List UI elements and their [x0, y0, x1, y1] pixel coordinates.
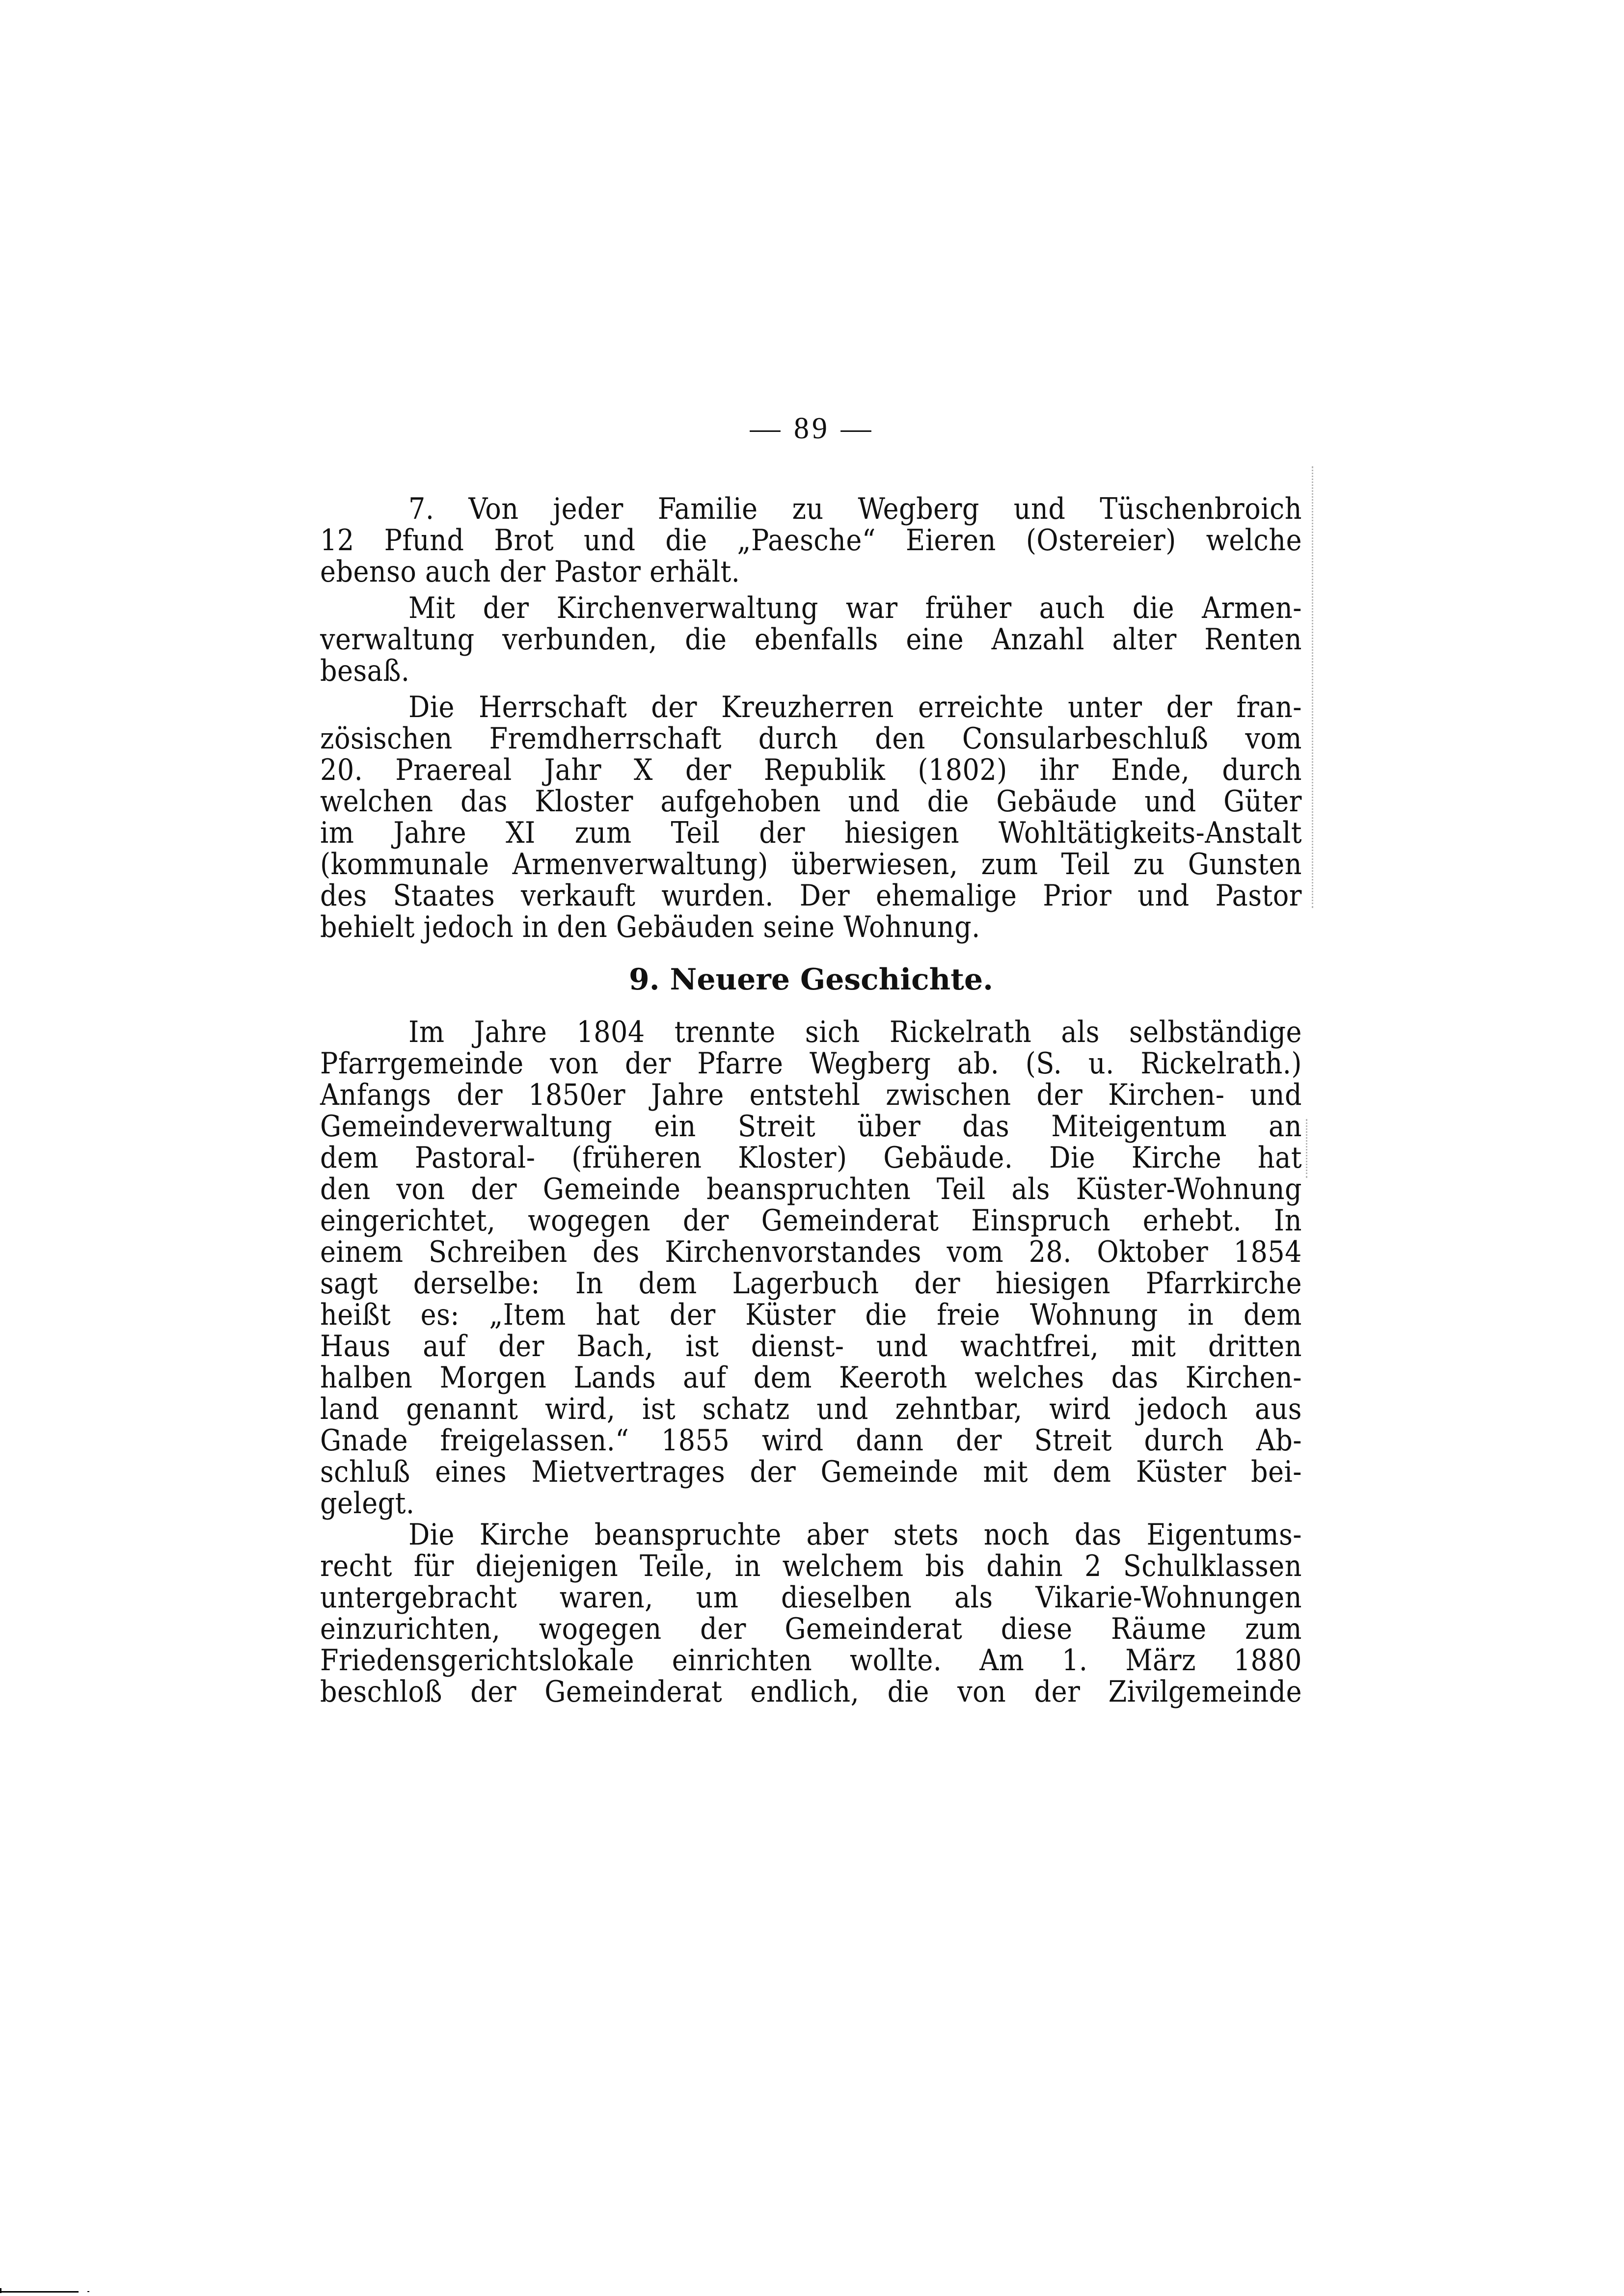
- text-line: Haus auf der Bach, ist dienst- und wachtfrei, mit dritten: [320, 1329, 1302, 1363]
- text-line: zösischen Fremdherrschaft durch den Consularbeschluß vom: [320, 721, 1302, 756]
- page-number: — 89 —: [750, 412, 874, 445]
- body-text: [320, 493, 1302, 1708]
- text-line: gelegt.: [320, 1486, 415, 1521]
- paragraph-armenverwaltung: [320, 592, 1302, 687]
- text-line: 12 Pfund Brot und die „Paesche“ Eieren (Ostereier) welche: [320, 523, 1302, 558]
- paragraph-kreuzherren: [320, 692, 1302, 943]
- text-line: Die Kirche beanspruchte aber stets noch das Eigentums-: [408, 1518, 1302, 1552]
- text-line: 20. Praereal Jahr X der Republik (1802) ihr Ende, durch: [320, 753, 1302, 787]
- text-line: Im Jahre 1804 trennte sich Rickelrath als selbständige: [408, 1015, 1302, 1049]
- paragraph-eggs-bread: [320, 493, 1302, 587]
- text-line: Friedensgerichtslokale einrichten wollte. Am 1. März 1880: [320, 1643, 1302, 1678]
- scan-corner-mark: [87, 2291, 89, 2292]
- text-line: im Jahre XI zum Teil der hiesigen Wohltätigkeits-Anstalt: [320, 816, 1302, 850]
- text-line: heißt es: „Item hat der Küster die freie Wohnung in dem: [320, 1298, 1302, 1332]
- section-heading: 9. Neuere Geschichte.: [628, 962, 994, 997]
- text-line: den von der Gemeinde beanspruchten Teil als Küster-Wohnung: [320, 1172, 1302, 1206]
- text-line: halben Morgen Lands auf dem Keeroth welches das Kirchen-: [320, 1361, 1302, 1395]
- text-line: behielt jedoch in den Gebäuden seine Wohnung.: [320, 910, 980, 944]
- text-line: beschloß der Gemeinderat endlich, die von der Zivilgemeinde: [320, 1675, 1302, 1709]
- text-line: Pfarrgemeinde von der Pfarre Wegberg ab. (S. u. Rickelrath.): [320, 1046, 1302, 1081]
- text-line: 7. Von jeder Familie zu Wegberg und Tüschenbroich: [408, 492, 1302, 526]
- scan-corner-mark: [0, 2291, 79, 2293]
- text-line: Gemeindeverwaltung ein Streit über das Miteigentum an: [320, 1109, 1302, 1144]
- text-line: Mit der Kirchenverwaltung war früher auch die Armen-: [408, 591, 1302, 625]
- text-line: verwaltung verbunden, die ebenfalls eine Anzahl alter Renten: [320, 622, 1302, 657]
- scan-margin-dots: [1312, 466, 1315, 908]
- text-line: dem Pastoral- (früheren Kloster) Gebäude. Die Kirche hat: [320, 1141, 1302, 1175]
- text-line: untergebracht waren, um dieselben als Vikarie-Wohnungen: [320, 1580, 1302, 1615]
- paragraph-eigentumsrecht: [320, 1519, 1302, 1708]
- text-line: besaß.: [320, 654, 410, 688]
- text-line: welchen das Kloster aufgehoben und die Gebäude und Güter: [320, 784, 1302, 819]
- text-line: schluß eines Mietvertrages der Gemeinde mit dem Küster bei-: [320, 1455, 1302, 1489]
- scan-margin-dots: [1306, 1119, 1309, 1178]
- text-line: Die Herrschaft der Kreuzherren erreichte unter der fran-: [408, 690, 1302, 724]
- text-line: Gnade freigelassen.“ 1855 wird dann der Streit durch Ab-: [320, 1423, 1302, 1458]
- text-line: Anfangs der 1850er Jahre entstehl zwischen der Kirchen- und: [320, 1078, 1302, 1112]
- text-line: des Staates verkauft wurden. Der ehemalige Prior und Pastor: [320, 879, 1302, 913]
- text-line: land genannt wird, ist schatz und zehntbar, wird jedoch aus: [320, 1392, 1302, 1426]
- text-line: eingerichtet, wogegen der Gemeinderat Einspruch erhebt. In: [320, 1203, 1302, 1238]
- paragraph-neuere-geschichte: [320, 1016, 1302, 1519]
- text-line: einzurichten, wogegen der Gemeinderat diese Räume zum: [320, 1612, 1302, 1646]
- text-line: ebenso auch der Pastor erhält.: [320, 555, 740, 589]
- text-line: sagt derselbe: In dem Lagerbuch der hiesigen Pfarrkirche: [320, 1266, 1302, 1301]
- scan-corner-mark: [0, 2288, 1, 2293]
- text-line: (kommunale Armenverwaltung) überwiesen, zum Teil zu Gunsten: [320, 847, 1302, 881]
- text-line: einem Schreiben des Kirchenvorstandes vom 28. Oktober 1854: [320, 1235, 1302, 1269]
- text-line: recht für diejenigen Teile, in welchem bis dahin 2 Schulklassen: [320, 1549, 1302, 1583]
